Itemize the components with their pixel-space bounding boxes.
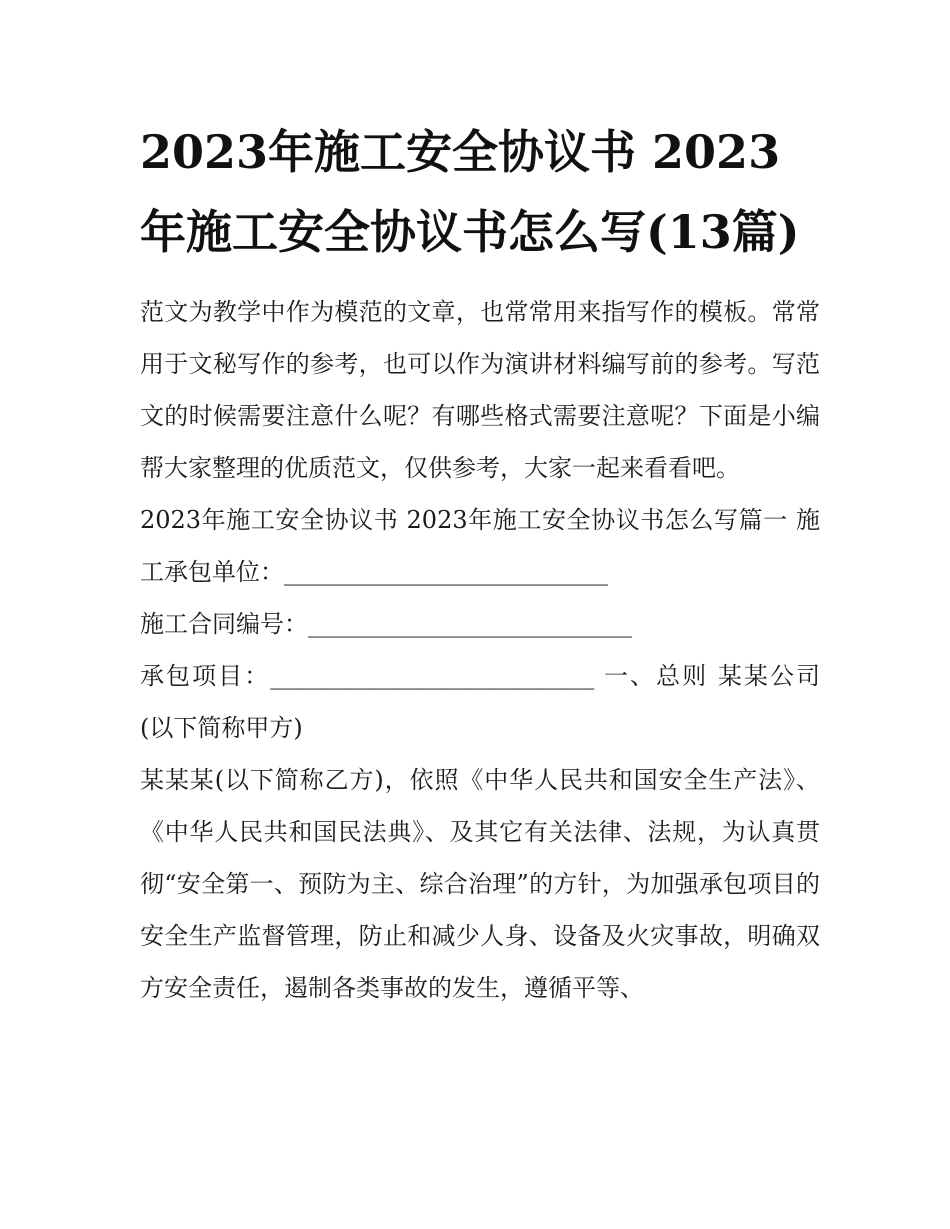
document-content [140, 112, 820, 1014]
project-general-line: 承包项目：___________________________ 一、总则 某某公司(以下简称甲方) [140, 662, 820, 742]
intro-paragraph: 范文为教学中作为模范的文章，也常常用来指写作的模板。常常用于文秘写作的参考，也可以作为演讲材料编写前的参考。写范文的时候需要注意什么呢？有哪些格式需要注意呢？下面是小编帮大家整理的优质范文，仅供参考，大家一起来看看吧。 [140, 298, 820, 482]
contract-number-line: 施工合同编号：___________________________ [140, 610, 632, 638]
section-heading-contractor-line: 2023年施工安全协议书 2023年施工安全协议书怎么写篇一 施工承包单位：___________________________ [140, 506, 820, 586]
document-title: 2023年施工安全协议书 2023年施工安全协议书怎么写(13篇) [140, 125, 800, 259]
document-body [140, 286, 820, 1014]
agreement-paragraph: 某某某(以下简称乙方)，依照《中华人民共和国安全生产法》、《中华人民共和国民法典》、及其它有关法律、法规，为认真贯彻“安全第一、预防为主、综合治理”的方针，为加强承包项目的安全生产监督管理，防止和减少人身、设备及火灾事故，明确双方安全责任，遏制各类事故的发生，遵循平等、 [140, 766, 820, 1002]
